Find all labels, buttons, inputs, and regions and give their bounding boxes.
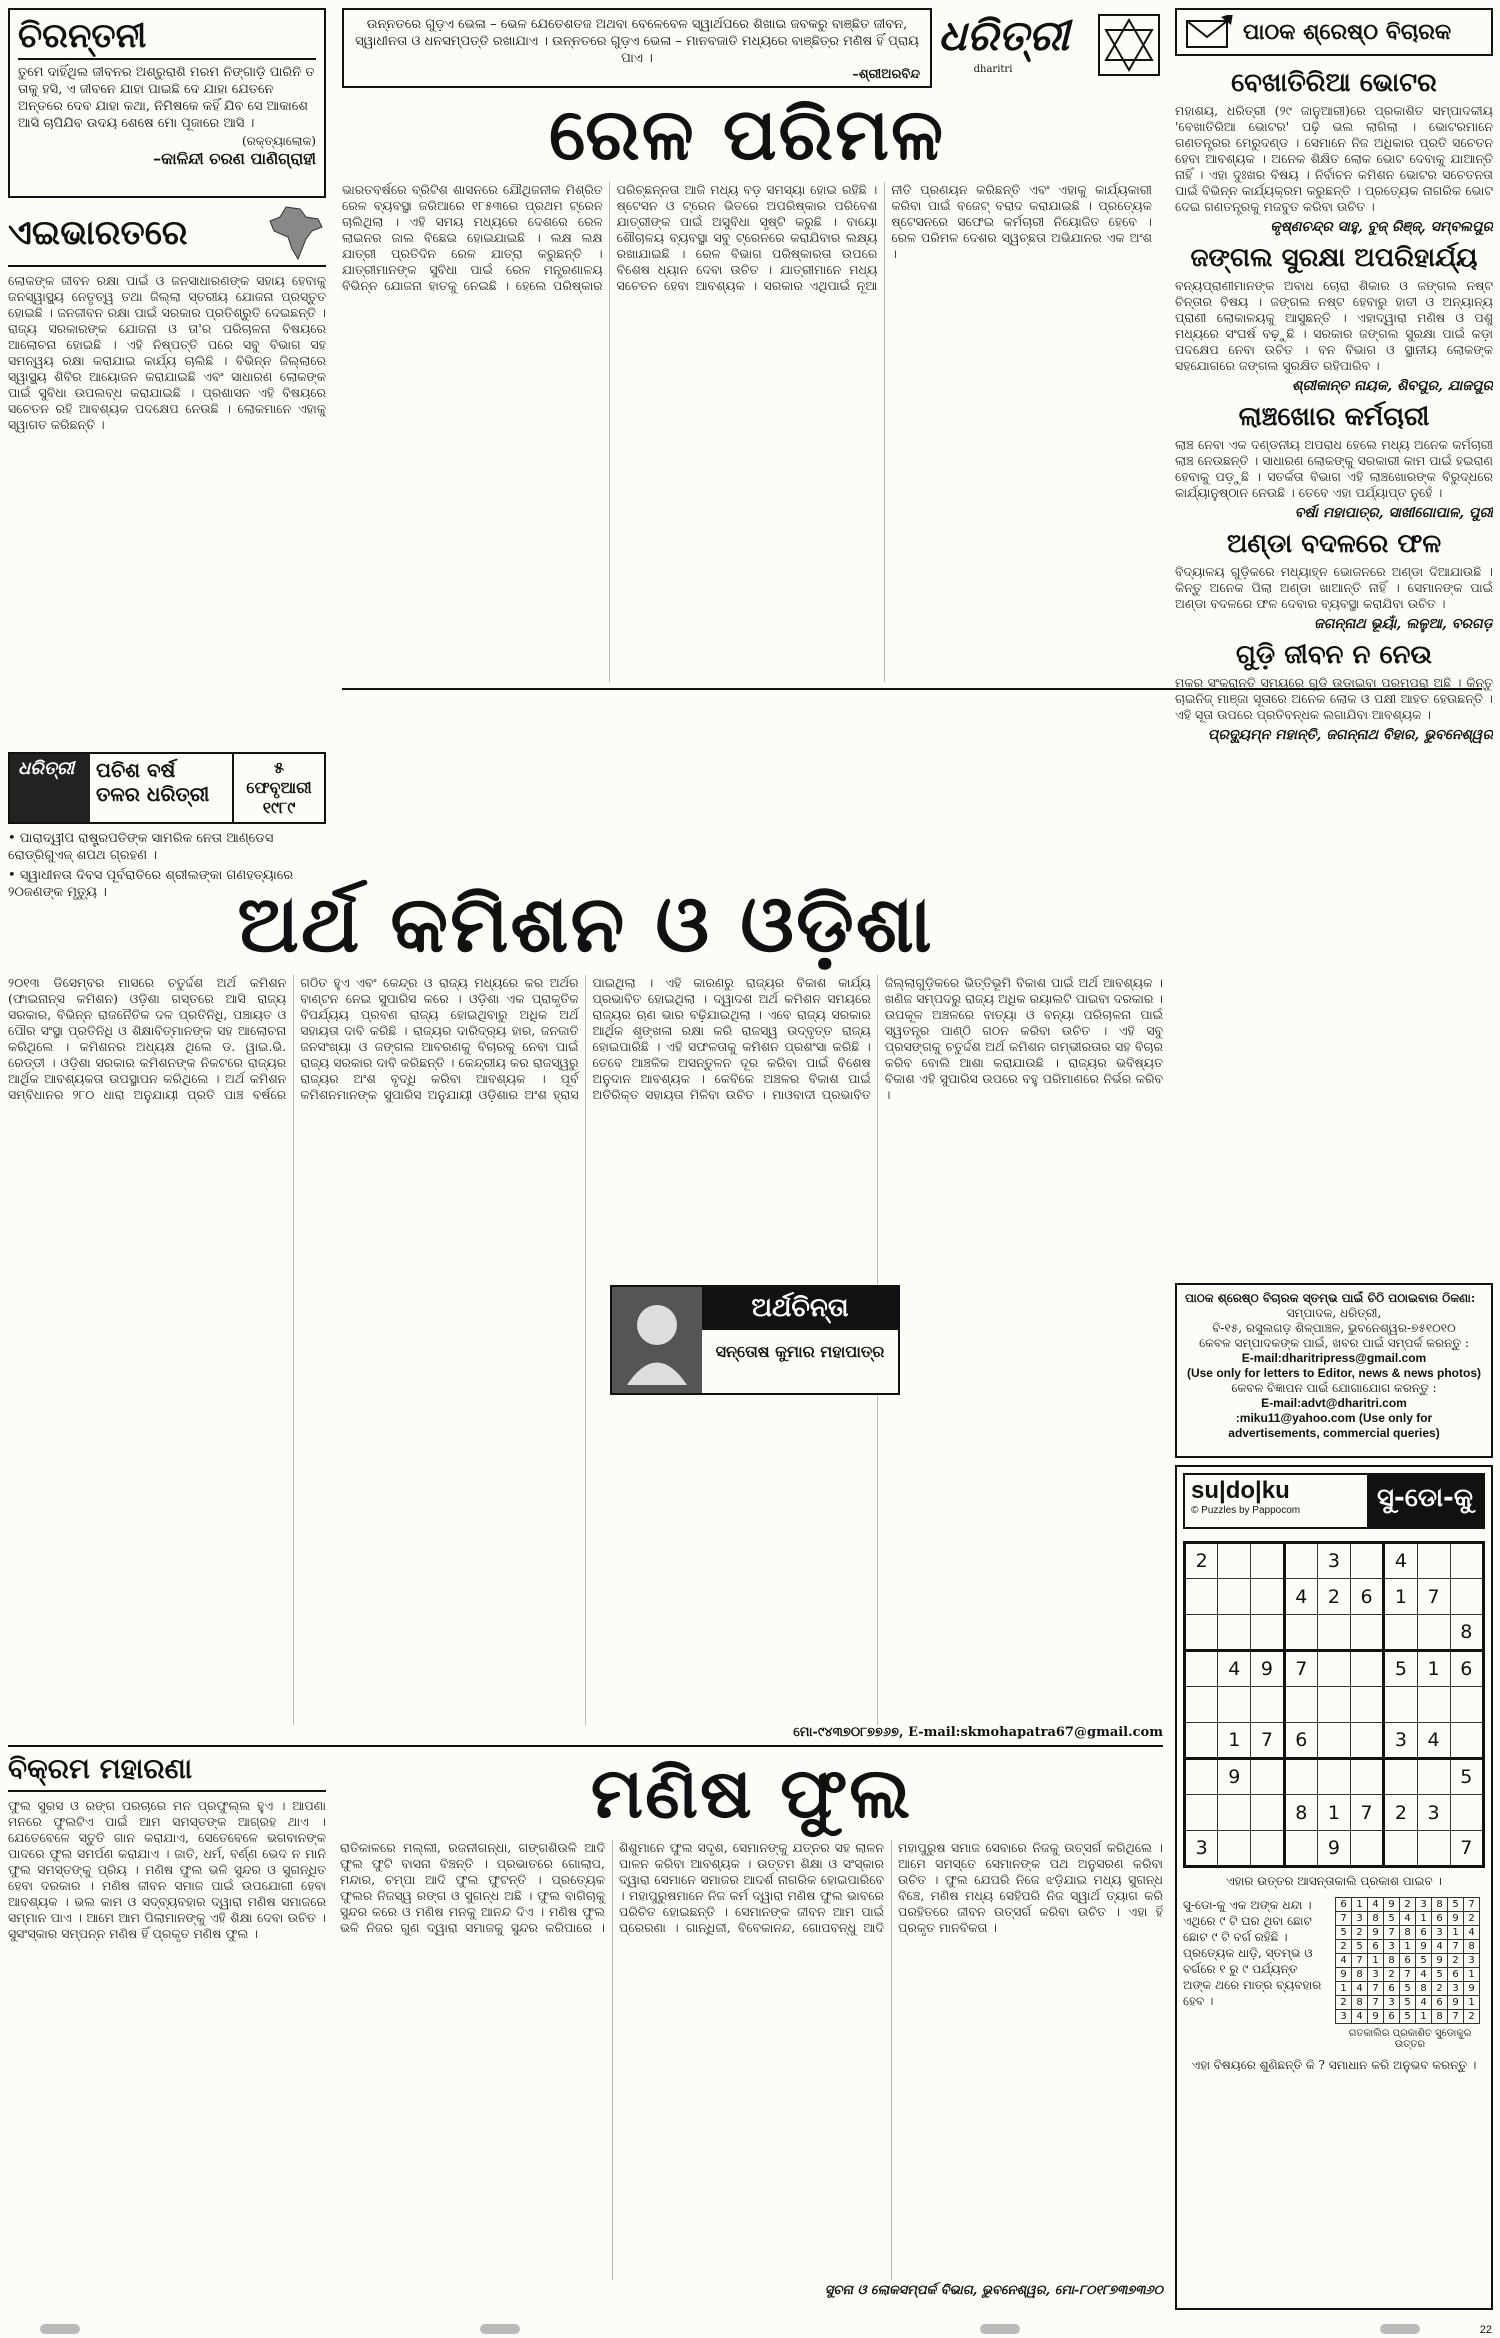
solution-cell: 4: [1352, 1982, 1368, 1996]
footer-mark: [480, 2324, 520, 2334]
solution-cell: 6: [1384, 1982, 1400, 1996]
sudoku-cell[interactable]: [1450, 1795, 1483, 1831]
masthead-quote-box: [342, 8, 932, 88]
star-emblem-icon: [1098, 14, 1160, 76]
solution-cell: 5: [1448, 1898, 1464, 1912]
footer-mark: [40, 2324, 80, 2334]
solution-cell: 1: [1464, 1996, 1480, 2010]
solution-cell: 4: [1352, 2010, 1368, 2024]
footer-mark: [1380, 2324, 1420, 2334]
solution-cell: 9: [1432, 1954, 1448, 1968]
sudoku-cell[interactable]: 5: [1384, 1651, 1417, 1687]
solution-cell: 4: [1416, 1996, 1432, 2010]
rail-headline: ରେଳ ପରିମଳ: [549, 92, 945, 176]
letter-body: ଲାଞ୍ଚ ନେବା ଏକ ଦଣ୍ଡନୀୟ ଅପରାଧ ହେଲେ ମଧ୍ୟ ଅନେକ କର୍ମଚାରୀ ଲାଞ୍ଚ ନେଉଛନ୍ତି । ସାଧାରଣ ଲୋକଙ୍କୁ ସରକାରୀ କାମ ପାଇଁ ହଇରାଣ ହେବାକୁ ପଡ଼ୁଛି । ସତର୍କତା ବିଭାଗ ଏହି ଲାଞ୍ଚଖୋରଙ୍କ ବିରୁଦ୍ଧରେ କାର୍ଯ୍ୟାନୁଷ୍ଠାନ ନେଉଛି । ତେବେ ଏହା ପର୍ଯ୍ୟାପ୍ତ ନୁହେଁ ।: [1175, 437, 1493, 500]
sudoku-cell[interactable]: 7: [1251, 1723, 1284, 1759]
solution-cell: 1: [1416, 2010, 1432, 2024]
solution-cell: 3: [1368, 1968, 1384, 1982]
solution-cell: 7: [1400, 1968, 1416, 1982]
letter-heading: ଲାଞ୍ଚଖୋର କର୍ମଚାରୀ: [1238, 402, 1430, 432]
masthead-quote: ଉନ୍ନତରେ ଗୁଡ଼ଏ ଭେଳା – ଭେଳ ଯେତେଶତଜ ଅଥବା ବେଳେବେଳ ସ୍ୱାର୍ଥପରେ ଶିଖାଇ ଜବକରୁ ବାଞ୍ଛିତ ଜୀବନ, ସ୍ୱାଧୀନତା ଓ ଧନସମ୍ପତ୍ତି ରଖାଯାଏ । ଉନ୍ନତରେ ଗୁଡ଼ଏ ଭେଳା – ମାନବଜାତି ମଧ୍ୟରେ ବାଞ୍ଛିତ୍ର ମଣିଷ ହିଁ ପ୍ରାୟ ପାଏ ।: [355, 17, 919, 66]
solution-cell: 5: [1416, 1954, 1432, 1968]
sudoku-cell[interactable]: [1251, 1687, 1284, 1723]
solution-cell: 8: [1400, 1926, 1416, 1940]
sudoku-cell[interactable]: [1218, 1795, 1251, 1831]
solution-cell: 3: [1432, 1926, 1448, 1940]
solution-cell: 3: [1384, 1940, 1400, 1954]
solution-cell: 8: [1464, 1940, 1480, 1954]
solution-cell: 9: [1336, 1968, 1352, 1982]
solution-cell: 4: [1416, 1968, 1432, 1982]
pachisa-label: ପଚିଶ ବର୍ଷ ତଳର ଧରିତ୍ରୀ: [90, 754, 234, 822]
sudoku-cell[interactable]: [1384, 1759, 1417, 1795]
sudoku-title: ସୁ-ଡୋ-କୁ: [1367, 1475, 1483, 1527]
pachisa-item: • ପାରାଦ୍ୱୀପ ରାଷ୍ଟ୍ରପତିଙ୍କ ସାମରିକ ନେତା ଆଣ୍ଡେସ ରୋଡ୍ରିଗୁଏଜ୍ ଶପଥ ଗ୍ରହଣ ।: [8, 831, 274, 863]
solution-cell: 5: [1384, 1912, 1400, 1926]
solution-cell: 2: [1400, 1898, 1416, 1912]
sudoku-cell[interactable]: 3: [1317, 1543, 1350, 1579]
letter: [1175, 243, 1493, 394]
solution-cell: 9: [1448, 1912, 1464, 1926]
letter-signer: କୃଷ୍ଣଚନ୍ଦ୍ର ସାହୁ, ବୁଜ୍ ରିଞ୍ଜ୍, ସମ୍ବଲପୁର: [1270, 219, 1493, 235]
solution-cell: 7: [1384, 1926, 1400, 1940]
masthead-quote-credit: –ଶ୍ରୀଅରବିନ୍ଦ: [852, 67, 920, 82]
artha-headline: ଅର୍ଥ କମିଶନ ଓ ଓଡ଼ିଶା: [237, 880, 934, 970]
solution-cell: 9: [1448, 1996, 1464, 2010]
sudoku-box: [1175, 1465, 1493, 2310]
sudoku-cell[interactable]: [1251, 1759, 1284, 1795]
sudoku-cell[interactable]: [1218, 1579, 1251, 1615]
letter: [1175, 640, 1493, 743]
address-line3: କେବଳ ସମ୍ପାଦକଙ୍କ ପାଇଁ, ଖବର ପାଇଁ ସମ୍ପର୍କ କରନ୍ତୁ :: [1199, 1336, 1469, 1350]
letter: [1175, 402, 1493, 521]
solution-cell: 2: [1432, 1982, 1448, 1996]
sudoku-cell[interactable]: 7: [1350, 1795, 1383, 1831]
pachisa-item: • ସ୍ୱାଧୀନତା ଦିବସ ପୂର୍ବରାତିରେ ଶ୍ରୀଲଙ୍କା ଗଣହତ୍ୟାରେ ୨୦ଜଣଙ୍କ ମୃତ୍ୟୁ ।: [8, 868, 294, 900]
letter-heading: ଅଣ୍ଡା ବଦଳରେ ଫଳ: [1226, 529, 1442, 559]
pathaka-title: ପାଠକ ଶ୍ରେଷ୍ଠ ବିଚାରକ: [1243, 19, 1452, 45]
solution-cell: 1: [1416, 1912, 1432, 1926]
sudoku-cell[interactable]: [1185, 1687, 1218, 1723]
pachisa-logo: ଧରିତ୍ରୀ: [18, 758, 75, 779]
sudoku-caption: ଏହାର ଉତ୍ତର ଆସନ୍ତାକାଲି ପ୍ରକାଶ ପାଇବ ।: [1226, 1874, 1442, 1888]
sudoku-cell[interactable]: 4: [1218, 1651, 1251, 1687]
sudoku-cell[interactable]: [1417, 1759, 1450, 1795]
solution-cell: 3: [1448, 1982, 1464, 1996]
solution-cell: 8: [1432, 1898, 1448, 1912]
solution-cell: 3: [1416, 1898, 1432, 1912]
sudoku-cell[interactable]: [1185, 1651, 1218, 1687]
sudoku-cell[interactable]: [1185, 1759, 1218, 1795]
solution-cell: 6: [1432, 1996, 1448, 2010]
manisha-headline: ମଣିଷ ଫୁଲ: [590, 1752, 913, 1834]
sudoku-cell[interactable]: [1450, 1579, 1483, 1615]
solution-cell: 2: [1384, 1968, 1400, 1982]
address-line2: ବି-୧୫, ରସୁଲଗଡ଼ ଶିଳ୍ପାଞ୍ଚଳ, ଭୁବନେଶ୍ୱର-୭୫୧୦୧୦: [1212, 1321, 1456, 1335]
footer-mark: [980, 2324, 1020, 2334]
solution-cell: 4: [1400, 1912, 1416, 1926]
pachisa-date: ୫ ଫେବୃଆରୀ ୧୯୮୯: [246, 758, 312, 817]
chirantani-poet: –କାଳିନ୍ଦୀ ଚରଣ ପାଣିଗ୍ରାହୀ: [153, 149, 316, 168]
address-intro: ପାଠକ ଶ୍ରେଷ୍ଠ ବିଚାରକ ସ୍ତମ୍ଭ ପାଇଁ ଚିଠି ପଠାଇବାର ଠିକଣା:: [1185, 1291, 1476, 1305]
sudoku-cell[interactable]: 1: [1384, 1579, 1417, 1615]
solution-cell: 6: [1400, 1954, 1416, 1968]
solution-cell: 5: [1352, 1940, 1368, 1954]
sudoku-cell[interactable]: [1317, 1687, 1350, 1723]
solution-cell: 7: [1464, 1898, 1480, 1912]
sudoku-solution-grid: [1335, 1897, 1480, 2024]
sudoku-cell[interactable]: [1218, 1543, 1251, 1579]
sudoku-cell[interactable]: 6: [1350, 1579, 1383, 1615]
sudoku-cell[interactable]: 8: [1284, 1795, 1317, 1831]
sudoku-cell[interactable]: [1284, 1543, 1317, 1579]
sudoku-cell[interactable]: [1185, 1579, 1218, 1615]
address-email3[interactable]: :miku11@yahoo.com (Use only for: [1235, 1411, 1433, 1425]
solution-cell: 7: [1448, 1940, 1464, 1954]
sudoku-cell[interactable]: 6: [1284, 1723, 1317, 1759]
solution-cell: 7: [1368, 1982, 1384, 1996]
manisha-credit: ସୁଚନା ଓ ଲୋକସମ୍ପର୍କ ବିଭାଗ, ଭୁବନେଶ୍ୱର, ମୋ-୮୦୧୮୭୩୭୩୬୦: [824, 2283, 1163, 2298]
sudoku-cell[interactable]: 7: [1450, 1831, 1483, 1867]
artha-body: ୨୦୧୩ ଡିସେମ୍ବର ମାସରେ ଚତୁର୍ଦ୍ଦଶ ଅର୍ଥ କମିଶନ (ଫାଇନାନ୍ସ କମିଶନ) ଓଡ଼ିଶା ଗସ୍ତରେ ଆସି ରାଜ୍ୟ ସରକାର, ବିଭିନ୍ନ ରାଜନୈତିକ ଦଳ ପ୍ରତିନିଧି, ପଞ୍ଚାୟତ ଓ ପୌର ସଂସ୍ଥା ପ୍ରତିନିଧି ଓ ଶିକ୍ଷାବିତ୍ମାନଙ୍କ ସହ ଆଲୋଚନା କରିଥିଲେ । କମିଶନର ଅଧ୍ୟକ୍ଷ ଥିଲେ ଡ. ୱାଇ.ଭି. ରେଡ୍ଡୀ । ଓଡ଼ିଶା ସରକାର କମିଶନଙ୍କ ନିକଟରେ ରାଜ୍ୟର ଆର୍ଥିକ ଆବଶ୍ୟକତା ଉପସ୍ଥାପନ କରିଥିଲେ । ଅର୍ଥ କମିଶନ ସମ୍ବିଧାନର ୨୮୦ ଧାରା ଅନୁଯାୟୀ ପ୍ରତି ପାଞ୍ଚ ବର୍ଷରେ ଗଠିତ ହୁଏ ଏବଂ କେନ୍ଦ୍ର ଓ ରାଜ୍ୟ ମଧ୍ୟରେ କର ଅର୍ଥର ବାଣ୍ଟନ ନେଇ ସୁପାରିସ କରେ । ଓଡ଼ିଶା ଏକ ପ୍ରାକୃତିକ ବିପର୍ଯ୍ୟୟ ପ୍ରବଣ ରାଜ୍ୟ ହୋଇଥିବାରୁ ଅଧିକ ଅର୍ଥ ସହାୟତା ଦାବି କରିଛି । ରାଜ୍ୟର ଦାରିଦ୍ର୍ୟ ହାର, ଜନଜାତି ଜନସଂଖ୍ୟା ଓ ଜଙ୍ଗଲ ଆବରଣକୁ ବିଚାରକୁ ନେବା ପାଇଁ ରାଜ୍ୟ ସରକାର ଦାବି କରିଛନ୍ତି । କେନ୍ଦ୍ରୀୟ କର ରାଜସ୍ୱରୁ ରାଜ୍ୟର ଅଂଶ ବୃଦ୍ଧି କରିବା ଆବଶ୍ୟକ । ପୂର୍ବ କମିଶନମାନଙ୍କ ସୁପାରିସ ଅନୁଯାୟୀ ଓଡ଼ିଶାର ଅଂଶ ହ୍ରାସ ପାଇଥିଲା । ଏହି କାରଣରୁ ରାଜ୍ୟର ବିକାଶ କାର୍ଯ୍ୟ ପ୍ରଭାବିତ ହୋଇଥିଲା । ଦ୍ୱାଦଶ ଅର୍ଥ କମିଶନ ସମୟରେ ରାଜ୍ୟର ଋଣ ଭାର ବଢ଼ିଯାଇଥିଲା । ଏବେ ରାଜ୍ୟ ସରକାର ଆର୍ଥିକ ଶୃଙ୍ଖଳା ରକ୍ଷା କରି ରାଜସ୍ୱ ଉଦ୍‌ବୃତ୍ତ ରାଜ୍ୟ ହୋଇପାରିଛି । ଏହି ସଫଳତାକୁ କମିଶନ ପ୍ରଶଂସା କରିଛି । ତେବେ ଆଞ୍ଚଳିକ ଅସନ୍ତୁଳନ ଦୂର କରିବା ପାଇଁ ବିଶେଷ ଅନୁଦାନ ଆବଶ୍ୟକ । କେବିକେ ଅଞ୍ଚଳର ବିକାଶ ପାଇଁ ଅତିରିକ୍ତ ସହାୟତା ମିଳିବା ଉଚିତ । ମାଓବାଦୀ ପ୍ରଭାବିତ ଜିଲ୍ଲାଗୁଡ଼ିକରେ ଭିତ୍ତିଭୂମି ବିକାଶ ପାଇଁ ଅର୍ଥ ଆବଶ୍ୟକ । ଖଣିଜ ସମ୍ପଦରୁ ରାଜ୍ୟ ଅଧିକ ରୟାଲଟି ପାଇବା ଦରକାର । ଉପକୂଳ ଅଞ୍ଚଳରେ ବାତ୍ୟା ଓ ବନ୍ୟା ପରିଚାଳନା ପାଇଁ ସ୍ୱତନ୍ତ୍ର ପାଣ୍ଠି ଗଠନ କରିବା ଉଚିତ । ଏହି ସବୁ ପ୍ରସଙ୍ଗକୁ ଚତୁର୍ଦ୍ଦଶ ଅର୍ଥ କମିଶନ ଗମ୍ଭୀରତାର ସହ ବିଚାର କରିବ ବୋଲି ଆଶା କରାଯାଉଛି । ରାଜ୍ୟର ଭବିଷ୍ୟତ ବିକାଶ ଏହି ସୁପାରିସ ଉପରେ ବହୁ ପରିମାଣରେ ନିର୍ଭର କରିବ ।: [8, 975, 1163, 1102]
sudoku-solution-caption: ଗତକାଲିର ପ୍ରକାଶିତ ସୁଡୋକୁର ଉତ୍ତର: [1348, 2028, 1472, 2050]
solution-cell: 6: [1384, 2010, 1400, 2024]
solution-cell: 8: [1352, 1968, 1368, 1982]
sudoku-cell[interactable]: [1350, 1831, 1383, 1867]
letter-signer: ବର୍ଷା ମହାପାତ୍ର, ସାଖୀଗୋପାଳ, ପୁରୀ: [1294, 505, 1493, 521]
solution-cell: 3: [1352, 1912, 1368, 1926]
solution-cell: 6: [1336, 1898, 1352, 1912]
letter-signer: ଜଗନ୍ନାଥ ଭୂୟାଁ, ଲଳୁଆ, ବରଗଡ଼: [1313, 616, 1493, 632]
sudoku-cell[interactable]: [1350, 1759, 1383, 1795]
sudoku-cell[interactable]: 1: [1317, 1795, 1350, 1831]
sudoku-cell[interactable]: [1450, 1543, 1483, 1579]
address-note1: (Use only for letters to Editor, news & news photos): [1186, 1366, 1482, 1380]
sudoku-cell[interactable]: [1284, 1687, 1317, 1723]
letter-heading: ଜଙ୍ଗଲ ସୁରକ୍ଷା ଅପରିହାର୍ଯ୍ୟ: [1190, 243, 1478, 273]
chirantani-source: (ରକ୍ତ୍ୟାଲୋକ): [241, 134, 316, 148]
sudoku-cell[interactable]: 2: [1185, 1543, 1218, 1579]
sudoku-cell[interactable]: [1251, 1831, 1284, 1867]
solution-cell: 7: [1352, 1954, 1368, 1968]
sudoku-cell[interactable]: [1317, 1651, 1350, 1687]
solution-cell: 2: [1352, 1926, 1368, 1940]
solution-cell: 6: [1416, 1926, 1432, 1940]
sudoku-cell[interactable]: 9: [1251, 1651, 1284, 1687]
portrait-icon: [622, 1295, 692, 1385]
sudoku-cell[interactable]: 4: [1417, 1723, 1450, 1759]
solution-cell: 6: [1368, 1940, 1384, 1954]
solution-cell: 5: [1400, 1982, 1416, 1996]
sudoku-cell[interactable]: [1251, 1795, 1284, 1831]
sudoku-cell[interactable]: 1: [1417, 1651, 1450, 1687]
letter-body: ମକର ସଂକ୍ରାନ୍ତି ସମୟରେ ଗୁଡ଼ି ଉଡ଼ାଇବା ପରମ୍ପରା ଅଛି । କିନ୍ତୁ ଚାଇନିଜ୍ ମାଞ୍ଜା ସୂତାରେ ଅନେକ ଲୋକ ଓ ପକ୍ଷୀ ଆହତ ହେଉଛନ୍ତି । ଏହି ସୂତା ଉପରେ ପ୍ରତିବନ୍ଧକ ଲଗାଯିବା ଆବଶ୍ୟକ ।: [1175, 675, 1493, 722]
letter-heading: ବେଖାତିରିଆ ଭୋଟର: [1231, 68, 1437, 98]
sudoku-cell[interactable]: [1251, 1615, 1284, 1651]
letter-body: ବିଦ୍ୟାଳୟ ଗୁଡ଼ିକରେ ମଧ୍ୟାହ୍ନ ଭୋଜନରେ ଅଣ୍ଡା ଦିଆଯାଉଛି । କିନ୍ତୁ ଅନେକ ପିଲା ଅଣ୍ଡା ଖାଆନ୍ତି ନାହିଁ । ସେମାନଙ୍କ ପାଇଁ ଅଣ୍ଡା ବଦଳରେ ଫଳ ଦେବାର ବ୍ୟବସ୍ଥା କରାଯିବା ଉଚିତ ।: [1175, 564, 1493, 611]
solution-cell: 9: [1368, 1926, 1384, 1940]
solution-cell: 1: [1448, 1926, 1464, 1940]
sudoku-cell[interactable]: [1284, 1615, 1317, 1651]
sudoku-cell[interactable]: [1350, 1543, 1383, 1579]
sudoku-cell[interactable]: [1350, 1723, 1383, 1759]
solution-cell: 1: [1352, 1898, 1368, 1912]
sudoku-cell[interactable]: 7: [1284, 1651, 1317, 1687]
sudoku-brand-sub: © Puzzles by Pappocom: [1191, 1505, 1301, 1516]
sudoku-cell[interactable]: [1450, 1687, 1483, 1723]
sudoku-cell[interactable]: [1185, 1795, 1218, 1831]
letter-body: ବନ୍ୟପ୍ରାଣୀମାନଙ୍କ ଅବାଧ ଚୋରା ଶିକାର ଓ ଜଙ୍ଗଲ ନଷ୍ଟ ଚିନ୍ତାର ବିଷୟ । ଜଙ୍ଗଲ ନଷ୍ଟ ହେବାରୁ ହାତୀ ଓ ଅନ୍ୟାନ୍ୟ ପ୍ରାଣୀ ଲୋକାଳୟକୁ ଆସୁଛନ୍ତି । ଏହାଦ୍ୱାରା ମଣିଷ ଓ ପଶୁ ମଧ୍ୟରେ ସଂଘର୍ଷ ବଢ଼ୁଛି । ସରକାର ଜଙ୍ଗଲ ସୁରକ୍ଷା ପାଇଁ କଡ଼ା ପଦକ୍ଷେପ ନେବା ଉଚିତ । ବନ ବିଭାଗ ଓ ସ୍ଥାନୀୟ ଲୋକଙ୍କ ସହଯୋଗରେ ଜଙ୍ଗଲ ସୁରକ୍ଷିତ ରହିପାରିବ ।: [1175, 278, 1493, 373]
address-box: [1175, 1283, 1493, 1458]
envelope-icon: [1185, 15, 1235, 49]
artha-author: ସନ୍ତୋଷ କୁମାର ମହାପାତ୍ର: [715, 1342, 885, 1361]
sudoku-cell[interactable]: [1218, 1615, 1251, 1651]
sudoku-cell[interactable]: [1317, 1615, 1350, 1651]
address-note2: advertisements, commercial queries): [1228, 1426, 1440, 1440]
solution-cell: 1: [1368, 1954, 1384, 1968]
letter: [1175, 68, 1493, 235]
sudoku-cell[interactable]: [1417, 1687, 1450, 1723]
sudoku-cell[interactable]: [1417, 1831, 1450, 1867]
vikram-title: ବିକ୍ରମ ମହାରଣା: [8, 1752, 326, 1792]
sudoku-cell[interactable]: [1317, 1759, 1350, 1795]
solution-cell: 9: [1464, 1982, 1480, 1996]
solution-cell: 3: [1384, 1996, 1400, 2010]
sudoku-cell[interactable]: [1417, 1615, 1450, 1651]
india-map-icon: [266, 205, 326, 261]
letter: [1175, 529, 1493, 632]
sudoku-cell[interactable]: [1251, 1543, 1284, 1579]
sudoku-cell[interactable]: 8: [1450, 1615, 1483, 1651]
solution-cell: 5: [1432, 1968, 1448, 1982]
address-line1: ସମ୍ପାଦକ, ଧରିତ୍ରୀ,: [1286, 1306, 1382, 1320]
logo-sub: dharitri: [973, 64, 1013, 75]
chirantani-box: [8, 8, 326, 198]
solution-cell: 5: [1336, 1926, 1352, 1940]
solution-cell: 6: [1448, 1968, 1464, 1982]
solution-cell: 9: [1368, 2010, 1384, 2024]
vikram-body: ଫୁଲ ସୁରସ ଓ ରଙ୍ଗ ପରଚାରେ ମନ ପ୍ରଫୁଲ୍ଲ ହୁଏ । ଆପଣା ମନରେ ଫୁଲଟିଏ ପାଇଁ ଆମ ସମସ୍ତଙ୍କ ଆଗ୍ରହ ଥାଏ । ଯେତେବେଳେ ସ୍ତୁତି ଗାନ କରାଯାଏ, ସେତେବେଳେ ଭଗବାନଙ୍କ ପାଦରେ ଫୁଲ ସମର୍ପଣ କରାଯାଏ । ଜାତି, ଧର୍ମ, ବର୍ଣ୍ଣ ଭେଦ ନ ମାନି ଫୁଲ ସମସ୍ତଙ୍କୁ ପ୍ରିୟ । ମଣିଷ ଫୁଲ ଭଳି ସୁନ୍ଦର ଓ ସୁଗନ୍ଧିତ ହେବା ଦରକାର । ମଣିଷ ଜୀବନ ସମାଜ ପାଇଁ ଉପଯୋଗୀ ହେବା ଆବଶ୍ୟକ । ଭଲ କାମ ଓ ସଦ୍‌ବ୍ୟବହାର ଦ୍ୱାରା ମଣିଷ ସମାଜରେ ସମ୍ମାନ ପାଏ । ଆମେ ଆମ ପିଲାମାନଙ୍କୁ ଏହି ଶିକ୍ଷା ଦେବା ଉଚିତ । ସୁସଂସ୍କାର ସମ୍ପନ୍ନ ମଣିଷ ହିଁ ପ୍ରକୃତ ମଣିଷ ଫୁଲ ।: [8, 1798, 326, 1941]
sudoku-brand: su|do|ku: [1191, 1477, 1290, 1504]
artha-contact: ମୋ-୯୪୩୭୦୮୭୭୬୭, E-mail:skmohapatra67@gmail.com: [793, 1725, 1163, 1740]
sudoku-cell[interactable]: [1317, 1723, 1350, 1759]
sudoku-cell[interactable]: [1284, 1759, 1317, 1795]
aaji-bharat-section: [8, 205, 326, 745]
rail-body: ଭାରତବର୍ଷରେ ବ୍ରିଟିଶ ଶାସନରେ ଯୌଥିଜନୀକ ମିଶ୍ରିତ ରେଳ ବ୍ୟବସ୍ଥା ଜରିଆରେ ୧୮୫୩ରେ ପ୍ରଥମ ଟ୍ରେନ ଚାଲିଥିଲା । ଏହି ସମୟ ମଧ୍ୟରେ ଦେଶରେ ରେଳ ଲାଇନର ଜାଲ ବିଛେଇ ହୋଇଯାଇଛି । ଲକ୍ଷ ଲକ୍ଷ ଯାତ୍ରୀ ପ୍ରତିଦିନ ରେଳ ଯାତ୍ରା କରୁଛନ୍ତି । ଯାତ୍ରୀମାନଙ୍କ ସୁବିଧା ପାଇଁ ରେଳ ମନ୍ତ୍ରଣାଳୟ ବିଭିନ୍ନ ଯୋଜନା ହାତକୁ ନେଇଛି । ହେଲେ ପରିଷ୍କାର ପରିଚ୍ଛନ୍ନତା ଆଜି ମଧ୍ୟ ବଡ଼ ସମସ୍ୟା ହୋଇ ରହିଛି । ଷ୍ଟେସନ ଓ ଟ୍ରେନ ଭିତରେ ଅପରିଷ୍କାର ପରିବେଶ ଯାତ୍ରୀଙ୍କ ପାଇଁ ଅସୁବିଧା ସୃଷ୍ଟି କରୁଛି । ବାୟୋ ଶୌଚାଳୟ ବ୍ୟବସ୍ଥା ସବୁ ଟ୍ରେନରେ କରାଯିବାର ଲକ୍ଷ୍ୟ ରଖାଯାଇଛି । ରେଳ ବିଭାଗ ପରିଷ୍କାରତା ଉପରେ ବିଶେଷ ଧ୍ୟାନ ଦେବା ଉଚିତ । ଯାତ୍ରୀମାନେ ମଧ୍ୟ ସଚେତନ ହେବା ଆବଶ୍ୟକ । ସରକାର ଏଥିପାଇଁ ନୂଆ ନୀତି ପ୍ରଣୟନ କରିଛନ୍ତି ଏବଂ ଏହାକୁ କାର୍ଯ୍ୟକାରୀ କରିବା ପାଇଁ ବଜେଟ୍ ବରାଦ କରାଯାଇଛି । ପ୍ରତ୍ୟେକ ଷ୍ଟେସନରେ ସଫେଇ କର୍ମଚାରୀ ନିୟୋଜିତ ହେବେ । ରେଳ ପରିମଳ ଦେଶର ସ୍ୱଚ୍ଛତା ଅଭିଯାନର ଏକ ଅଂଶ ।: [342, 182, 1152, 293]
manisha-body: ରାତିକାଳରେ ମଲ୍ଲୀ, ରଜନୀଗନ୍ଧା, ଗଙ୍ଗଶିଉଳି ଆଦି ଫୁଲ ଫୁଟି ବାସନା ବିଞ୍ଚନ୍ତି । ପ୍ରଭାତରେ ଗୋଲାପ, ମନ୍ଦାର, ଚମ୍ପା ଆଦି ଫୁଲ ଫୁଟନ୍ତି । ପ୍ରତ୍ୟେକ ଫୁଲର ନିଜସ୍ୱ ରଙ୍ଗ ଓ ସୁଗନ୍ଧ ଅଛି । ଫୁଲ ବାଗିଚାକୁ ସୁନ୍ଦର କରେ ଓ ମଣିଷ ମନକୁ ଆନନ୍ଦ ଦିଏ । ମଣିଷ ଫୁଲ ଭଳି ନିଜର ଗୁଣ ଦ୍ୱାରା ସମାଜକୁ ସୁନ୍ଦର କରିପାରେ । ଶିଶୁମାନେ ଫୁଲ ସଦୃଶ, ସେମାନଙ୍କୁ ଯତ୍ନର ସହ ଲାଳନ ପାଳନ କରିବା ଆବଶ୍ୟକ । ଉତ୍ତମ ଶିକ୍ଷା ଓ ସଂସ୍କାର ଦ୍ୱାରା ସେମାନେ ସମାଜର ଆଦର୍ଶ ନାଗରିକ ହୋଇପାରିବେ । ମହାପୁରୁଷମାନେ ନିଜ କର୍ମ ଦ୍ୱାରା ମଣିଷ ଫୁଲ ଭାବରେ ପରିଚିତ ହୋଇଛନ୍ତି । ସେମାନଙ୍କ ଜୀବନ ଆମ ପାଇଁ ପ୍ରେରଣା । ଗାନ୍ଧିଜୀ, ବିବେକାନନ୍ଦ, ଗୋପବନ୍ଧୁ ଆଦି ମହାପୁରୁଷ ସମାଜ ସେବାରେ ନିଜକୁ ଉତ୍ସର୍ଗ କରିଥିଲେ । ଆମେ ସମସ୍ତେ ସେମାନଙ୍କ ପଥ ଅନୁସରଣ କରିବା ଉଚିତ । ଫୁଲ ଯେପରି ନିଜେ ଝଡ଼ିଯାଇ ମଧ୍ୟ ସୁଗନ୍ଧ ବିଞ୍ଚେ, ମଣିଷ ମଧ୍ୟ ସେହିପରି ନିଜ ସ୍ୱାର୍ଥ ତ୍ୟାଗ କରି ପରହିତରେ ଜୀବନ ଉତ୍ସର୍ଗ କରିବା ଉଚିତ । ଏହା ହିଁ ପ୍ରକୃତ ମାନବିକତା ।: [340, 1840, 1163, 1935]
solution-cell: 8: [1368, 1912, 1384, 1926]
sudoku-cell[interactable]: 7: [1417, 1579, 1450, 1615]
sudoku-grid: [1183, 1541, 1485, 1868]
sudoku-cell[interactable]: [1450, 1723, 1483, 1759]
solution-cell: 2: [1336, 1996, 1352, 2010]
page-number: 22: [1479, 2324, 1492, 2336]
sudoku-cell[interactable]: [1218, 1831, 1251, 1867]
sudoku-cell[interactable]: [1350, 1651, 1383, 1687]
solution-cell: 7: [1336, 1912, 1352, 1926]
sudoku-cell[interactable]: 1: [1218, 1723, 1251, 1759]
sudoku-cell[interactable]: [1251, 1579, 1284, 1615]
sudoku-footer: ଏହା ବିଷୟରେ ଶୁଣିଛନ୍ତି କି ? ସମାଧାନ କରି ଅନୁଭବ କରନ୍ତୁ ।: [1191, 2058, 1477, 2072]
sudoku-cell[interactable]: 2: [1317, 1579, 1350, 1615]
sudoku-cell[interactable]: [1384, 1831, 1417, 1867]
letter-heading: ଗୁଡ଼ି ଜୀବନ ନ ନେଉ: [1235, 640, 1433, 670]
solution-cell: 8: [1352, 1996, 1368, 2010]
solution-cell: 8: [1384, 1954, 1400, 1968]
solution-cell: 6: [1432, 1912, 1448, 1926]
sudoku-cell[interactable]: 6: [1450, 1651, 1483, 1687]
address-email1[interactable]: E-mail:dharitripress@gmail.com: [1241, 1351, 1427, 1365]
masthead-logo: [938, 8, 1070, 88]
solution-cell: 7: [1368, 1996, 1384, 2010]
letter-signer: ପ୍ରଦ୍ୟୁମ୍ନ ମହାନ୍ତି, ଜଗନ୍ନାଥ ବିହାର, ଭୁବନେଶ୍ୱର: [1207, 727, 1493, 743]
solution-cell: 9: [1416, 1940, 1432, 1954]
sudoku-cell[interactable]: 4: [1284, 1579, 1317, 1615]
pathaka-header: [1175, 8, 1493, 56]
sudoku-rules: ସୁ-ଡୋ-କୁ ଏକ ଅଙ୍କ ଧନ୍ଦା । ଏଥିରେ ୯ ଟି ଘର ଥିବା ଛୋଟ ଛୋଟ ୯ ଟି ବର୍ଗ ରହିଛି । ପ୍ରତ୍ୟେକ ଧାଡ଼ି, ସ୍ତମ୍ଭ ଓ ବର୍ଗରେ ୧ ରୁ ୯ ପର୍ଯ୍ୟନ୍ତ ଅଙ୍କ ଥରେ ମାତ୍ର ବ୍ୟବହାର ହେବ ।: [1183, 1898, 1322, 2008]
pachisa-section: [8, 752, 326, 900]
sudoku-cell[interactable]: 3: [1417, 1795, 1450, 1831]
solution-cell: 4: [1336, 1954, 1352, 1968]
sudoku-cell[interactable]: 3: [1185, 1831, 1218, 1867]
address-line4: କେବଳ ବିଜ୍ଞାପନ ପାଇଁ ଯୋଗାଯୋଗ କରନ୍ତୁ :: [1231, 1381, 1437, 1395]
solution-cell: 1: [1464, 1968, 1480, 1982]
artha-author-box: [610, 1285, 900, 1395]
sudoku-cell[interactable]: [1185, 1615, 1218, 1651]
vikram-section: [8, 1752, 326, 2302]
sudoku-cell[interactable]: [1185, 1723, 1218, 1759]
solution-cell: 3: [1464, 1954, 1480, 1968]
solution-cell: 4: [1368, 1898, 1384, 1912]
solution-cell: 4: [1432, 1940, 1448, 1954]
pathaka-letters: [1175, 62, 1493, 1277]
chirantani-title: ଚିରନ୍ତନୀ: [18, 16, 316, 60]
solution-cell: 8: [1432, 2010, 1448, 2024]
solution-cell: 2: [1336, 1940, 1352, 1954]
sudoku-cell[interactable]: [1350, 1615, 1383, 1651]
solution-cell: 9: [1384, 1898, 1400, 1912]
aaji-bharat-title: ଏଇଭାରତରେ: [8, 213, 188, 253]
solution-cell: 5: [1400, 1996, 1416, 2010]
section-divider: [8, 1745, 1163, 1747]
sudoku-cell[interactable]: [1218, 1687, 1251, 1723]
solution-cell: 1: [1336, 1982, 1352, 1996]
sudoku-cell[interactable]: 4: [1384, 1543, 1417, 1579]
solution-cell: 2: [1448, 1954, 1464, 1968]
aaji-bharat-body: ଲୋକଙ୍କ ଜୀବନ ରକ୍ଷା ପାଇଁ ଓ ଜନସାଧାରଣଙ୍କ ସହାୟ ହେବାକୁ ଜନସ୍ୱାସ୍ଥ୍ୟ ନେତୃତ୍ୱ ତଥା ଜିଲ୍ଲା ସ୍ତରୀୟ ଯୋଜନା ପ୍ରସ୍ତୁତ ହୋଇଛି । ଜନଜୀବନ ରକ୍ଷା ପାଇଁ ସରକାର ପ୍ରତିଶ୍ରୁତି ଦେଇଛନ୍ତି । ରାଜ୍ୟ ସରକାରଙ୍କ ଯୋଜନା ଓ ତା'ର ପରିଚାଳନା ବିଷୟରେ ଆଲୋଚନା ହୋଇଛି । ଏହି ନିଷ୍ପତ୍ତି ପରେ ସବୁ ବିଭାଗ ସହ ସମନ୍ୱୟ ରକ୍ଷା କରାଯାଇ କାର୍ଯ୍ୟ ଚାଲିଛି । ବିଭିନ୍ନ ଜିଲ୍ଲାରେ ସ୍ୱାସ୍ଥ୍ୟ ଶିବିର ଆୟୋଜନ କରାଯାଇଛି ଏବଂ ସାଧାରଣ ଲୋକଙ୍କ ପାଇଁ ସୁବିଧା ଉପଲବ୍ଧ କରାଯାଇଛି । ପ୍ରଶାସନ ଏହି ବିଷୟରେ ସଚେତନ ରହି ଆବଶ୍ୟକ ପଦକ୍ଷେପ ନେଉଛି । ଲୋକମାନେ ଏହାକୁ ସ୍ୱାଗତ କରିଛନ୍ତି ।: [8, 273, 326, 432]
solution-cell: 8: [1416, 1982, 1432, 1996]
letter-body: ମହାଶୟ, ଧରିତ୍ରୀ (୨୯ ଜାନୁଆରୀ)ରେ ପ୍ରକାଶିତ ସମ୍ପାଦକୀୟ 'ବେଖାତିରିଆ ଭୋଟର' ପଢ଼ି ଭଲ ଲାଗିଲା । ଭୋଟରମାନେ ଗଣତନ୍ତ୍ରର ମେରୁଦଣ୍ଡ । ସେମାନେ ନିଜ ଅଧିକାର ପ୍ରତି ସଚେତନ ହେବା ଆବଶ୍ୟକ । ଅନେକ ଶିକ୍ଷିତ ଲୋକ ଭୋଟ ଦେବାକୁ ଯାଆନ୍ତି ନାହିଁ । ଏହା ଦୁଃଖର ବିଷୟ । ନିର୍ବାଚନ କମିଶନ ଭୋଟର ସଚେତନତା ପାଇଁ ବିଭିନ୍ନ କାର୍ଯ୍ୟକ୍ରମ କରୁଛନ୍ତି । ପ୍ରତ୍ୟେକ ନାଗରିକ ଭୋଟ ଦେଇ ଗଣତନ୍ତ୍ରକୁ ମଜବୁତ କରିବା ଉଚିତ ।: [1175, 103, 1493, 214]
sudoku-cell[interactable]: 3: [1384, 1723, 1417, 1759]
sudoku-cell[interactable]: 9: [1218, 1759, 1251, 1795]
solution-cell: 1: [1400, 1940, 1416, 1954]
address-email2[interactable]: E-mail:advt@dharitri.com: [1261, 1396, 1407, 1410]
author-photo: [612, 1287, 702, 1393]
solution-cell: 7: [1448, 2010, 1464, 2024]
sudoku-cell[interactable]: 2: [1384, 1795, 1417, 1831]
artha-column-title: ଅର୍ଥଚିନ୍ତା: [702, 1287, 898, 1330]
solution-cell: 5: [1400, 2010, 1416, 2024]
sudoku-cell[interactable]: [1350, 1687, 1383, 1723]
sudoku-cell[interactable]: [1384, 1615, 1417, 1651]
solution-cell: 3: [1336, 2010, 1352, 2024]
sudoku-cell[interactable]: [1284, 1831, 1317, 1867]
sudoku-cell[interactable]: 9: [1317, 1831, 1350, 1867]
letter-signer: ଶ୍ରୀକାନ୍ତ ନାୟକ, ଶିବପୁର, ଯାଜପୁର: [1291, 378, 1493, 394]
sudoku-cell[interactable]: 5: [1450, 1759, 1483, 1795]
sudoku-cell[interactable]: [1417, 1543, 1450, 1579]
solution-cell: 2: [1464, 1912, 1480, 1926]
solution-cell: 2: [1464, 2010, 1480, 2024]
sudoku-cell[interactable]: [1384, 1687, 1417, 1723]
chirantani-poem: ତୁମେ ଦାହିଁଥିଲ ଜୀବନର ଅଶ୍ରୁରାଶି ମରମ ନିଙ୍ଗାଡ଼ି ପାରିନି ତ ତାକୁ ହସି, ଏ ଜୀବନେ ଯାହା ପାଇଛି ଦେ ଯାହା ଯେତନେ ଅନ୍ତରେ ଦେବ ଯାହା କଥା, ନିମିଷକେ କହିଁ ଯିବ ସେ ଆକାଶେ ଆସି ଚାପିଯିବ ଉଦୟ ଶେଷେ ମୋ ପୂଜାରେ ଆସି ।: [18, 65, 315, 131]
solution-cell: 4: [1464, 1926, 1480, 1940]
logo-text: ଧରିତ୍ରୀ: [938, 11, 1070, 60]
